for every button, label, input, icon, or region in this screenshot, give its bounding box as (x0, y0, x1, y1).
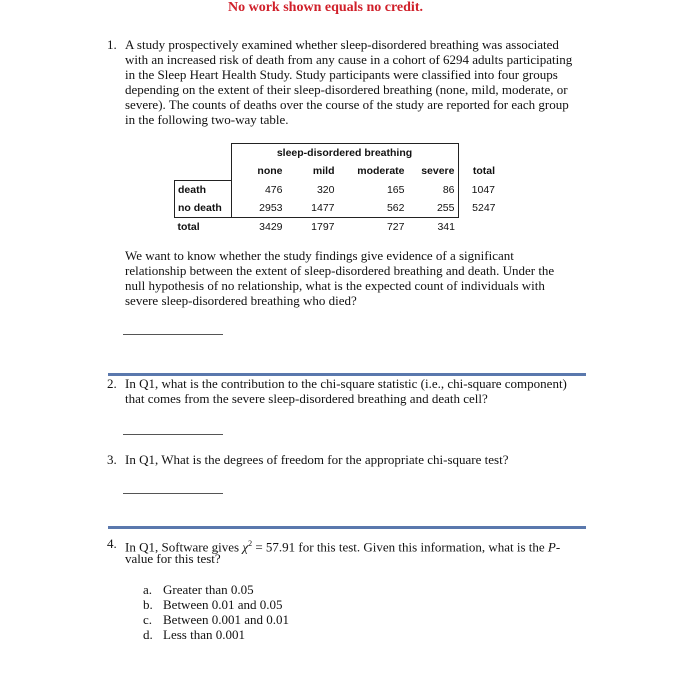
q4-line: value for this test? (125, 551, 221, 566)
col-header: mild (312, 165, 335, 178)
col-header: none (231, 162, 286, 181)
cell: 5247 (472, 202, 496, 215)
q3-answer-blank[interactable] (123, 493, 223, 494)
cell: 86 (408, 181, 459, 200)
table-row (175, 218, 499, 237)
cell: 1047 (471, 183, 495, 196)
chi-symbol: χ (242, 539, 249, 555)
q4-number: 4. (107, 536, 117, 551)
q4-text-part: In Q1, Software gives (125, 539, 243, 555)
q1-question-line: relationship between the extent of sleep-disordered breathing and death. Under the (125, 263, 555, 278)
q1-line: A study prospectively examined whether sleep-disordered breathing was associated (125, 37, 559, 52)
q2-line: that comes from the severe sleep-disordered breathing and death cell? (125, 391, 488, 406)
q3-number: 3. (107, 452, 117, 467)
option-b[interactable] (143, 597, 289, 612)
q2-number: 2. (107, 376, 117, 391)
row-label: death (175, 181, 232, 200)
option-text: Between 0.001 and 0.01 (163, 612, 290, 627)
q1-line: depending on the extent of their sleep-disordered breathing (none, mild, moderate, or (125, 82, 568, 97)
q1-line: with an increased risk of death from any cause in a cohort of 6294 adults participating (125, 52, 573, 67)
cell: 727 (386, 221, 405, 233)
table-row (175, 199, 499, 218)
option-a[interactable] (143, 582, 289, 597)
cell: 165 (386, 183, 405, 196)
q2-text (125, 376, 567, 406)
section-divider (108, 526, 586, 529)
table-row (175, 181, 499, 200)
cell: 1797 (311, 221, 335, 233)
option-text: Greater than 0.05 (163, 582, 254, 597)
no-credit-notice: No work shown equals no credit. (228, 0, 423, 15)
option-letter: c. (143, 612, 153, 627)
cell: 255 (408, 199, 459, 218)
cell: 562 (338, 199, 408, 218)
q3-line: In Q1, What is the degrees of freedom for the appropriate chi-square test? (125, 452, 509, 467)
option-d[interactable] (143, 627, 289, 642)
q4-text-part: - (555, 539, 561, 555)
chi-superscript: 2 (248, 539, 253, 548)
q1-line: severe). The counts of deaths over the course of the study are reported for each group (125, 97, 569, 112)
q1-question-line: We want to know whether the study findings give evidence of a significant (125, 248, 514, 263)
option-letter: a. (143, 582, 153, 597)
col-header: moderate (357, 165, 405, 178)
q1-question (125, 248, 554, 308)
q3-text (125, 452, 508, 467)
option-letter: d. (143, 627, 153, 642)
contingency-table (174, 143, 499, 236)
q2-answer-blank[interactable] (123, 434, 223, 435)
cell: 1477 (286, 199, 338, 218)
option-text: Less than 0.001 (163, 627, 245, 642)
q4-text (125, 536, 560, 566)
q4-line (125, 536, 561, 555)
q2-line: In Q1, what is the contribution to the chi-square statistic (i.e., chi-square component) (125, 376, 567, 391)
q1-text (125, 37, 572, 127)
row-label: no death (175, 199, 232, 218)
option-text: Between 0.01 and 0.05 (163, 597, 283, 612)
group-header: sleep-disordered breathing (231, 144, 458, 163)
cell: 320 (316, 183, 335, 196)
q1-line: in the Sleep Heart Health Study. Study participants were classified into four groups (125, 67, 558, 82)
col-header: severe (408, 162, 459, 181)
q4-text-part: = 57.91 for this test. Given this information, what is the (252, 539, 548, 555)
q1-answer-blank[interactable] (123, 334, 223, 335)
cell: 2953 (231, 199, 286, 218)
option-letter: b. (143, 597, 153, 612)
q1-question-line: null hypothesis of no relationship, what is the expected count of individuals with (125, 278, 545, 293)
col-header: total (472, 165, 495, 178)
p-italic: P (547, 539, 556, 555)
q1-line: in the following two-way table. (125, 112, 289, 127)
cell: 341 (437, 221, 455, 233)
q1-question-line: severe sleep-disordered breathing who died? (125, 293, 357, 308)
option-c[interactable] (143, 612, 289, 627)
cell: 3429 (259, 221, 283, 233)
q4-options (143, 582, 289, 642)
q1-number: 1. (107, 37, 117, 52)
row-label: total (177, 221, 200, 233)
cell: 476 (264, 183, 283, 196)
